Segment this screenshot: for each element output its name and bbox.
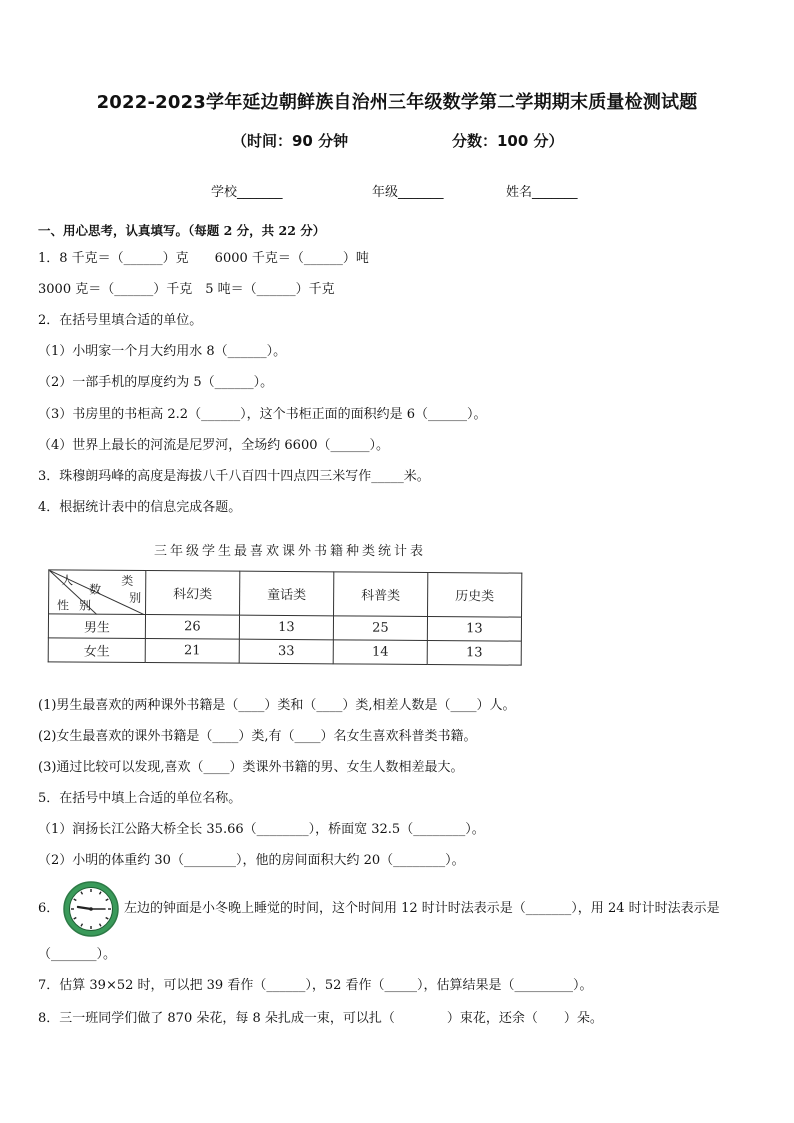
- column-header: 科幻类: [146, 571, 240, 616]
- question-1a: 1．8 千克＝（______）克 6000 千克＝（______）吨: [38, 251, 369, 266]
- question-4-2: (2)女生最喜欢的课外书籍是（____）类,有（____）名女生喜欢科普类书籍。: [38, 729, 477, 744]
- question-1b: 3000 克＝（______）千克 5 吨＝（______）千克: [38, 282, 335, 297]
- question-4: 4．根据统计表中的信息完成各题。: [38, 500, 242, 515]
- corner-label: 数: [89, 582, 102, 597]
- table-corner-cell: [49, 570, 146, 615]
- table-cell: 25: [333, 616, 427, 641]
- question-6-number: 6．: [38, 901, 60, 916]
- question-4-1: (1)男生最喜欢的两种课外书籍是（____）类和（____）类,相差人数是（____）人。: [38, 698, 516, 713]
- question-8: 8．三一班同学们做了 870 朵花，每 8 朵扎成一束，可以扎（ ）束花，还余（ ）朵。: [38, 1011, 603, 1026]
- table-cell: 33: [239, 639, 333, 664]
- row-label: 女生: [48, 638, 145, 663]
- corner-label: 类: [121, 573, 134, 588]
- table-cell: 13: [239, 615, 333, 640]
- row-label: 男生: [48, 614, 145, 639]
- wall-clock-icon: [62, 880, 120, 938]
- question-6-text: 左边的钟面是小冬晚上睡觉的时间，这个时间用 12 时计时法表示是（_______），用 24 时计时法表示是: [124, 901, 720, 916]
- question-3: 3．珠穆朗玛峰的高度是海拔八千八百四十四点四三米写作_____米。: [38, 469, 430, 484]
- question-2-1: （1）小明家一个月大约用水 8（______）。: [38, 344, 287, 359]
- column-header: 科普类: [334, 572, 428, 617]
- question-7: 7．估算 39×52 时，可以把 39 看作（______），52 看作（_____），估算结果是（_________）。: [38, 978, 593, 993]
- question-4-3: (3)通过比较可以发现,喜欢（____）类课外书籍的男、女生人数相差最大。: [38, 760, 464, 775]
- school-field[interactable]: 学校_______: [211, 185, 283, 200]
- column-header: 童话类: [240, 571, 334, 616]
- stats-table: [48, 569, 523, 665]
- table-row: [48, 614, 521, 641]
- table-cell: 13: [427, 616, 521, 641]
- corner-label: 性: [57, 598, 70, 613]
- corner-label: 人: [61, 573, 74, 588]
- table-cell: 26: [145, 615, 239, 640]
- table-row: [48, 638, 521, 665]
- question-6-continued: （_______）。: [38, 947, 117, 962]
- table-cell: 14: [333, 640, 427, 665]
- question-5-1: （1）润扬长江公路大桥全长 35.66（________），桥面宽 32.5（________）。: [38, 822, 485, 837]
- name-field[interactable]: 姓名_______: [506, 185, 578, 200]
- table-cell: 13: [427, 640, 521, 665]
- grade-field[interactable]: 年级_______: [372, 185, 444, 200]
- table-title: 三年级学生最喜欢课外书籍种类统计表: [153, 544, 426, 559]
- corner-label: 别: [79, 598, 92, 613]
- exam-score: 分数：100 分）: [452, 132, 564, 150]
- question-2-2: （2）一部手机的厚度约为 5（______）。: [38, 375, 274, 390]
- question-2-3: （3）书房里的书柜高 2.2（______），这个书柜正面的面积约是 6（______）。: [38, 407, 487, 422]
- question-2: 2．在括号里填合适的单位。: [38, 313, 203, 328]
- exam-time: （时间：90 分钟: [232, 132, 349, 150]
- page-title: 2022-2023学年延边朝鲜族自治州三年级数学第二学期期末质量检测试题: [96, 92, 698, 113]
- corner-label: 别: [129, 590, 142, 605]
- column-header: 历史类: [428, 572, 522, 617]
- question-2-4: （4）世界上最长的河流是尼罗河，全场约 6600（______）。: [38, 438, 389, 453]
- question-5-2: （2）小明的体重约 30（________），他的房间面积大约 20（________）。: [38, 853, 465, 868]
- question-5: 5．在括号中填上合适的单位名称。: [38, 791, 242, 806]
- table-cell: 21: [145, 639, 239, 664]
- section-heading: 一、用心思考，认真填写。（每题 2 分，共 22 分）: [38, 223, 326, 238]
